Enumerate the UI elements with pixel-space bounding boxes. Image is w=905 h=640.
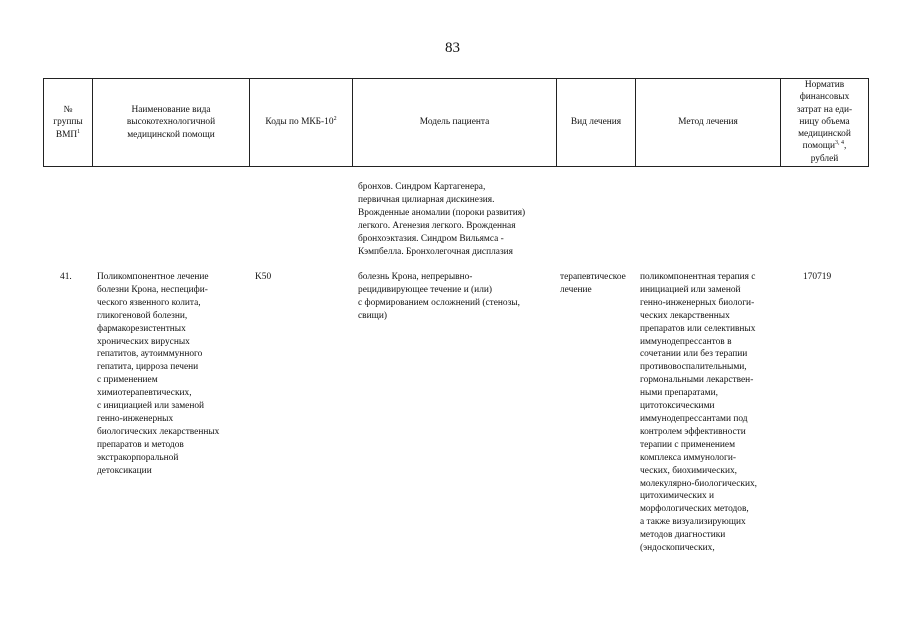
- header-icd-codes: Коды по МКБ-$10^2$: [265, 115, 337, 127]
- header-treatment-method: Метод лечения: [678, 117, 738, 127]
- row-cost-value: 170719: [803, 272, 832, 282]
- header-cost-standard: Норматив финансовых затрат на еди- ницу объема медицинской помощи$^{3, 4}$, рублей: [796, 80, 853, 164]
- header-divider: [868, 78, 869, 166]
- header-care-type-name: Наименование вида высокотехнологичной медицинской помощи: [126, 105, 216, 140]
- row-number: 41.: [60, 272, 72, 282]
- row-treatment-method: поликомпонентная терапия с инициацией или заменой генно-инженерных биологи- ческих лекарственных препаратов или селективных иммунодепрессантов в сочетании или без терапии противовоспалительными, гормональными лекарствен- ными препаратами, цитотоксическими иммунодепрессантами под контролем эффективности терапии с применением комплекса иммунологи- ческих, биохимических, молекулярно-биологических, цитохимических и морфологических методов, а также визуализирующих методов диагностики (эндоскопических,: [640, 272, 757, 554]
- row-patient-model: болезнь Крона, непрерывно- рецидивирующее течение и (или) с формированием осложнений (стенозы, свищи): [358, 272, 520, 321]
- page-number: 83: [445, 40, 460, 56]
- header-group-number: № группы ВМП$^1$: [53, 105, 83, 140]
- header-treatment-type: Вид лечения: [570, 117, 622, 127]
- continued-patient-model: бронхов. Синдром Картагенера, первичная цилиарная дискинезия. Врожденные аномалии (пороки развития) легкого. Агенезия легкого. Врожденная бронхоэктазия. Синдром Вильямса - Кэмпбелла. Бронхолегочная дисплазия: [358, 182, 526, 257]
- header-top-rule: [43, 78, 869, 79]
- row-care-type-name: Поликомпонентное лечение болезни Крона, неспецифи- ческого язвенного колита, гликогеновой болезни, фармакорезистентных хронических вирусных гепатитов, аутоиммунного гепатита, цирроза печени с применением химиотерапевтических, с инициацией или заменой генно-инженерных биологических лекарственных препаратов и методов экстракорпоральной детоксикации: [97, 272, 220, 476]
- row-treatment-type: терапевтическое лечение: [560, 272, 626, 295]
- header-bottom-rule: [43, 166, 869, 167]
- header-patient-model: Модель пациента: [419, 117, 490, 127]
- row-icd-code: K50: [255, 272, 272, 282]
